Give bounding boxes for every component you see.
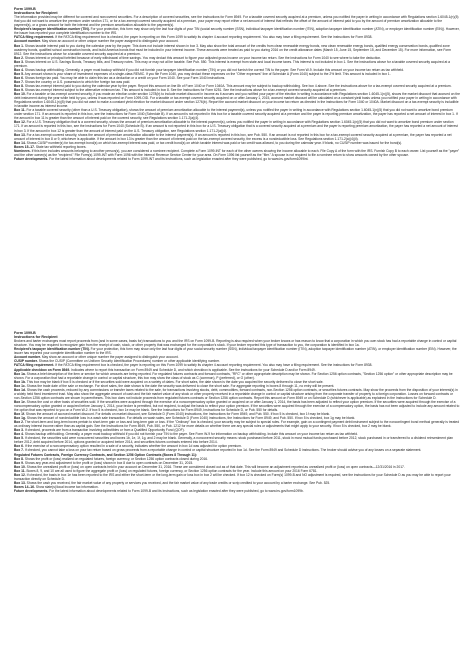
instruction-paragraph [14, 157, 460, 161]
instruction-paragraph [14, 489, 460, 493]
paragraph-text: If checked, you cannot take a loss on your tax return based on gross proceeds from a reportable change in control or capital structure reported in box 1d. See the Form 8949 and Schedule D instructions. The broker should advise you of any losses on a separate statement. [24, 448, 422, 453]
paragraph-text: Shows interest on U.S. Savings Bonds, Treasury bills, and Treasury notes. This may or may not all be taxable. See Pub. 550. This interest is exempt from state and local income taxes. This interest is not included in box 1. See the instructions above for a taxable covered security acquired at a premium. [14, 59, 450, 68]
paragraph-label: Box 12. [14, 472, 26, 477]
instruction-paragraph [14, 44, 460, 56]
instruction-paragraph [14, 420, 460, 428]
instruction-paragraph [14, 473, 460, 481]
paragraph-text: For your protection, this form may show only the last four digits of your TIN (social security number (SSN), individual taxpayer identification number (ITIN), adoption taxpayer identification number (ATIN), or employer identification number (EIN)). However, the issuer has reported your complete identification number to the IRS. [14, 27, 460, 36]
paragraph-text: If the FATCA filing requirement box is checked, the payer is reporting on this Form 1099 to satisfy its chapter 4 account reporting requirement. You also may have a filing requirement. See the instructions for Form 8938. [55, 363, 373, 368]
instruction-paragraph [14, 108, 460, 120]
paragraph-text: If the FATCA filing requirement box is checked, the payer is reporting on this Form 1099 to satisfy its chapter 4 account reporting requirement. You also may have a filing requirement. See the instructions for Form 8938. [55, 35, 373, 40]
instruction-paragraph [14, 436, 460, 444]
paragraph-text: For a U.S. Treasury obligation that is a covered security, shows the amount of premium amortization allocable to the interest payment(s), unless you notified the payer in writing in accordance with Regulations section 1.6045-1(n)(5) that you did not want to amortize bond premium under section 171. If an amount is reported in this box, see the instructions for Form 1040 (Schedule B). If an amount is not reported in this box for a U.S. Treasury obligation that is a covered security acquired at a premium and the payer is reporting premium amortization, the payer has reported a net amount of interest in box 3. If the amount in box 12 is greater than the amount of interest paid on the U.S. Treasury obligation, see Regulations section 1.171-2(a)(4). [14, 120, 458, 133]
paragraph-text: Shows foreign tax paid. You may be able to claim this tax as a deduction or a credit on your Form 1040. See your Form 1040 instructions. [24, 75, 226, 80]
paragraph-text: Shows the cash you received, the fair market value of any property or services you received, and the fair market value of any trade credits or scrip credited to your account by a barter exchange. See Pub. 525. [26, 480, 331, 485]
paragraph-label: Box 3. [14, 59, 24, 64]
paragraph-label: Box 8. [14, 456, 24, 461]
paragraph-label: Box 13. [14, 480, 26, 485]
paragraph-label: Box 4. [14, 67, 24, 72]
paragraph-text: The information provided may be different for covered and noncovered securities. For a description of covered securities, see the instructions for Form 8949. For a taxable covered security acquired at a premium, unless you notified the payer in writing in accordance with Regulations section 1.6045-1(n)(5) that you did not want to amortize the premium under section 171, or for a tax-exempt covered security acquired at a premium, your payer may report either a net amount of interest that reflects the offset of the amount of interest paid to you by the amount of premium amortization allocable to the payment(s), or a gross amount for both the interest and the premium amortization allocable to the payment(s). [14, 15, 459, 28]
paragraph-text: Shows backup withholding. Generally, a payer must backup withhold if you did not furnish your TIN to the payer. See Form W-9 for information on backup withholding. Include this amount on your income tax return as tax withheld. [24, 432, 358, 437]
instruction-paragraph [14, 372, 460, 380]
paragraph-text: Shows the country or U.S. possession to which the foreign tax was paid. [24, 79, 131, 84]
paragraph-label: Box 6. [14, 444, 24, 449]
instruction-paragraph [14, 120, 460, 132]
paragraph-text: Shows taxable interest paid to you during the calendar year by the payer. This does not include interest shown in box 3. May also show the total amount of the credits from clean renewable energy bonds, new clean renewable energy bonds, qualified energy conservation bonds, qualified zone academy bonds, qualified school construction bonds, and build America bonds that must be included in your interest income. These amounts were treated as paid to you during 2016 on the credit allowance dates (March 15, June 15, September 15, and December 15). For more information, see Form 8912. See the instructions above for a taxable covered security acquired at a premium. [14, 43, 452, 56]
paragraph-label: Future developments. [14, 156, 49, 161]
paragraph-label: Boxes 14–16. [14, 484, 35, 489]
paragraph-label: Box 13. [14, 132, 26, 137]
instruction-paragraph [14, 60, 460, 68]
paragraph-text: The short-term and long-term boxes pertain to short-term gain or loss and long-term gain or loss. If the "Ordinary" box is checked, your security may be subject to special rules. For example, gain on a contingent payment debt instrument subject to the noncontingent bond method generally is treated as ordinary interest income rather than as capital gain. See the Instructions for Form 8949, Pub. 550, or Pub. 1212 for more details on whether there are any special rules or adjustments that might apply to your security. If box 5 is checked, box 2 may be blank. [14, 420, 460, 429]
paragraph-text: Shows interest or principal forfeited because of early withdrawal of time savings. You may deduct this amount to figure your adjusted gross income on your income tax return. See the instructions for Form 1040 to see where to take the deduction. [24, 55, 382, 60]
paragraph-label: Box 1c. [14, 383, 26, 388]
instruction-paragraph [14, 388, 460, 400]
paragraph-text: Shows tax-exempt interest paid to you during the calendar year by the payer. Report this amount on line 8b of Form 1040 or Form 1040A. This amount may be subject to backup withholding. See box 4 above. See the instructions above for a tax-exempt covered security acquired at a premium. [24, 83, 452, 88]
paragraph-text: Shows the amount of accrued market discount. For details on market discount, see Schedule D (Form 1040) instructions, the Instructions for Form 8949, and Pub. 550. If box 5 is checked, box 1f may be blank. [25, 412, 331, 417]
paragraph-label: Box 14. [14, 140, 26, 145]
form-title: Form 1099-B [14, 7, 36, 11]
paragraph-text: Shows the CUSIP (Committee on Uniform Security Identification Procedures) number or other applicable identifying number. [38, 359, 220, 364]
paragraph-label: Box 1g. [14, 416, 26, 421]
paragraph-text: May show an account or other unique number the payer assigned to distinguish your account. [41, 39, 179, 44]
paragraph-text: Shows the cost or other basis of securities sold. If the securities were acquired through the exercise of a noncompensatory option granted or acquired on or after January 1, 2014, the basis has been adjusted to reflect your option premium. If the securities were acquired through the exercise of a noncompensatory option granted or acquired before January 1, 2014, your broker is permitted, but not required, to adjust the basis to reflect your option premium. If the securities were acquired through the exercise of a compensatory option, the basis has not been adjusted to include any amount related to the option that was reported to you on a Form W-2. If box 5 is checked, box 1e may be blank. See the Instructions for Form 8949, Instructions for Schedule D, or Pub. 550 for details. [14, 399, 460, 412]
paragraph-label: Box 9. [14, 460, 24, 465]
paragraph-label: Box 7. [14, 448, 24, 453]
paragraph-label: Box 12. [14, 120, 26, 125]
paragraph-label: Box 10. [14, 464, 26, 469]
paragraph-text: If the exercise of a noncompensatory option resulted in a sale of a security, indicates whether the amount in box 1d was adjusted for option premium. [24, 444, 242, 449]
paragraph-text: Shows the profit or (loss) realized on regulated futures, foreign currency, or Section 1256 option contracts closed during 2016. [24, 456, 209, 461]
paragraph-text: Shows any year-end adjustment to the profit or (loss) shown in box 8 due to open contracts on December 31, 2015. [24, 460, 194, 465]
section-heading: Instructions for Recipient [14, 11, 58, 16]
paragraph-label: Box 1f. [14, 412, 25, 417]
paragraph-text: If checked, proceeds are from a transaction involving collectibles or from a Qualified Opportunity Fund (QOF). [24, 428, 185, 433]
paragraph-text: Any amount shown is your share of investment expenses of a single-class REMIC. If you file Form 1040, you may deduct these expenses on the "Other expenses" line of Schedule A (Form 1040) subject to the 2% limit. This amount is included in box 1. [24, 71, 391, 76]
paragraph-text: Indicates where to report this transaction on Form 8949 and Schedule D, and which checkbox is applicable. See the instructions for your Schedule D and/or Form 8949. [71, 367, 316, 372]
paragraph-label: Box 7. [14, 79, 24, 84]
instruction-paragraph [14, 400, 460, 412]
section-heading: Instructions for Recipient [14, 335, 58, 340]
instruction-paragraph [14, 133, 460, 141]
paragraph-text: For the latest information about developments related to Form 1099-B and its instructions, such as legislation enacted after they were published, go to www.irs.gov/form1099b. [49, 488, 304, 493]
section-1-body [14, 15, 460, 161]
instruction-paragraph [14, 149, 460, 157]
paragraph-label: Box 11. [14, 108, 26, 113]
paragraph-label: Account number. [14, 39, 41, 44]
paragraph-text: Boxes 8, 9, and 10 are all used to figure the aggregate profit or (loss) on regulated futures, foreign currency, or Section 1256 option contracts for the year. Include this amount on your 2016 Form 6781. [26, 468, 318, 473]
paragraph-text: State tax withheld reporting boxes. [35, 144, 87, 149]
paragraph-label: Recipient's taxpayer identification number (TIN). [14, 347, 90, 352]
paragraph-text: For a taxable covered security (other than a U.S. Treasury obligation), shows the amount of premium amortization allocable to the interest payment(s), unless you notified the payer in writing in accordance with Regulations section 1.6045-1(n)(5) that you did not want to amortize bond premium under section 171. If an amount is reported in this box, see the instructions for Form 1040 (Schedule B). If an amount is not reported in this box for a taxable covered security acquired at a premium and the payer is reporting premium amortization, the payer has reported a net amount of interest in box 1. If the amount in box 11 is greater than the amount of interest paid on the covered security, see Regulations section 1.171-2(a)(4). [14, 108, 458, 121]
paragraph-label: Box 2. [14, 55, 24, 60]
instruction-paragraph [14, 339, 460, 347]
paragraph-label: Box 1b. [14, 379, 26, 384]
paragraph-text: Brokers and barter exchanges must report proceeds from (and in some cases, basis for) transactions to you and the IRS on Form 1099-B. Reporting is also required when your broker knows or has reason to know that a corporation in which you own stock has had a reportable change in control or capital structure. You may be required to recognize gain from the receipt of cash, stock, or other property that was exchanged for the corporation's stock. If your broker reported this type of transaction to you, the corporation is identified in box 1a. [14, 339, 457, 348]
paragraph-text: Shows tax-exempt interest subject to the alternative minimum tax. This amount is included in box 8. See the Instructions for Form 6251. See the instructions above for a tax-exempt covered security acquired at a premium. [24, 88, 347, 93]
paragraph-label: CUSIP number. [14, 359, 38, 364]
paragraph-text: This box may be blank if box 5 is checked or if the securities sold were acquired on a variety of dates. For short sales, the date shown is the date you acquired the security delivered to close the short sale. [26, 379, 324, 384]
paragraph-label: Box 1a. [14, 371, 26, 376]
paragraph-text: Shows the unrealized profit or (loss) on open contracts held in your account on December 31, 2016. These are considered closed out as of that date. This will become an adjustment reported as unrealized profit or (loss) on open contracts—12/31/2016 in 2017. [26, 464, 405, 469]
paragraph-label: Account number. [14, 355, 41, 360]
paragraph-label: Box 5. [14, 71, 24, 76]
paragraph-label: Box 8. [14, 83, 24, 88]
paragraph-text: Show state(s)/local income tax information. [35, 484, 99, 489]
instruction-paragraph [14, 27, 460, 35]
paragraph-text: If checked, the basis in box 1e has been reported to the IRS and either the short-term or the long-term gain or loss box in box 2 will be checked. If box 12 is checked on Form(s) 1099-B and NO adjustment is required, see the instructions for your Schedule D as you may be able to report your transaction directly on Schedule D. [14, 472, 451, 481]
section-2 [14, 331, 460, 661]
paragraph-label: Box 5. [14, 436, 24, 441]
section-1 [14, 7, 460, 325]
paragraph-label: Future developments. [14, 488, 49, 493]
paragraph-label: Box 4. [14, 432, 24, 437]
paragraph-text: Shows backup withholding. Generally, a payer must backup withhold if you did not furnish your taxpayer identification number (TIN) or you did not furnish the correct TIN to the payer. See Form W-9. Include this amount on your income tax return as tax withheld. [24, 67, 404, 72]
paragraph-label: FATCA filing requirement. [14, 363, 55, 368]
paragraph-label: Box 10. [14, 92, 26, 97]
paragraph-text: Shows a brief description of the item or service for which amounts are being reported. For regulated futures contracts and forward contracts, "RFC" or other appropriate description may be shown. For Section 1256 option contracts, "Section 1256 option" or other appropriate description may be shown. For a corporation that had a reportable change in control or capital structure, this box may show the class of stock as C (common), P (preferred), or O (other). [14, 371, 453, 380]
paragraph-label: Box 6. [14, 75, 24, 80]
paragraph-label: Box 3. [14, 428, 24, 433]
paragraph-text: For a tax-exempt covered security, shows the amount of premium amortization allocable to the interest payment(s). If an amount is reported in this box, see Pub. 550. If an amount is not reported in this box for a tax-exempt covered security acquired at a premium, the payer has reported a net amount of interest in box 8 or 9, whichever is applicable. If the amount in box 13 is greater than the amount of interest paid on the tax-exempt covered security, the excess is a nondeductible loss. See Regulations section 1.171-2(a)(4)(ii). [14, 132, 452, 141]
paragraph-text: May show an account or other unique number the payer assigned to distinguish your account. [41, 355, 179, 360]
paragraph-label: Box 1e. [14, 399, 26, 404]
paragraph-text: Shows the amount of nondeductible loss in a wash sale transaction. For details on wash sales, see Schedule D (Form 1040) instructions, the Instructions for Form 8949, and Pub. 550. If box 5 is checked, box 1g may be blank. [26, 416, 356, 421]
form-title: Form 1099-B [14, 331, 36, 335]
paragraph-text: Shows the trade date of the sale or exchange. For short sales, the date shown is the date the security was delivered to close the short sale. For aggregate reporting in boxes 8 through 11, no entry will be present. [26, 383, 335, 388]
instruction-paragraph [14, 347, 460, 355]
paragraph-text: If this form includes amounts belonging to another person(s), you are considered a nominee recipient. Complete a Form 1099-INT for each of the other owners showing the income allocable to each. File Copy A of the form with the IRS. Furnish Copy B to each owner. List yourself as the "payer" and the other owner(s) as the "recipient." File Form(s) 1099-INT with Form 1096 with the Internal Revenue Service Center for your area. On Form 1096 list yourself as the "filer." A spouse is not required to file a nominee return to show amounts owned by the other spouse. [14, 148, 460, 157]
paragraph-label: Box 2. [14, 420, 24, 425]
paragraph-label: Box 9. [14, 88, 24, 93]
paragraph-text: Shows CUSIP number(s) for tax-exempt bond(s) on which tax-exempt interest was paid, or tax credit bond(s) on which taxable interest was paid or tax credit was allowed, to you during the calendar year. If blank, no CUSIP number was issued for the bond(s). [26, 140, 403, 145]
paragraph-label: Box 1. [14, 43, 24, 48]
paragraph-text: For your protection, this form may show only the last four digits of your social security number (SSN), individual taxpayer identification number (ITIN), adoption taxpayer identification number (ATIN), or employer identification number (EIN). However, the issuer has reported your complete identification number to the IRS. [14, 347, 457, 356]
instruction-paragraph [14, 15, 460, 27]
paragraph-label: Box 11. [14, 468, 26, 473]
section-2-body [14, 339, 460, 493]
paragraph-label: FATCA filing requirement. [14, 35, 55, 40]
paragraph-label: Box 1d. [14, 387, 26, 392]
paragraph-text: If checked, the securities sold were noncovered securities and boxes 1b, 1e, 1f, 1g, and 2 may be blank. Generally, a noncovered security means: stock purchased before 2011, stock in most mutual funds purchased before 2012, stock purchased in or transferred to a dividend reinvestment plan before 2012, debt acquired before 2014, options granted or acquired before 2014, and securities futures contracts entered into before 2014. [14, 436, 453, 445]
paragraph-text: Shows the cash proceeds, reduced by any commissions or transfer taxes related to the sale, for transactions involving stocks, debt, commodities, forward contracts, non-Section 1256 option contracts, or securities futures contracts. May show the proceeds from the disposition of your interest(s) in a widely held fixed investment trust. May also show the aggregate amount of cash and the fair market value of any stock or other property received in a reportable change in control or capital structure arising from the corporate transfer of property to a foreign corporation. Losses on forward contracts or non-Section 1256 option contracts are shown in parentheses. This box does not include proceeds from regulated futures contracts or Section 1256 option contracts. Report this amount on Form 8949 or on Schedule D (whichever is applicable) as explained in the Instructions for Schedule D. [14, 387, 458, 400]
paragraph-label: Boxes 15–17. [14, 144, 35, 149]
paragraph-text: For the latest information about developments related to Form 1099-INT and its instructions, such as legislation enacted after they were published, go to www.irs.gov/form1099int. [49, 156, 309, 161]
paragraph-label: Nominees. [14, 148, 31, 153]
paragraph-label: Recipient's taxpayer identification number (TIN). [14, 27, 90, 32]
paragraph-label: Regulated Futures Contracts, Foreign Currency Contracts, and Section 1256 Option Contracts (Boxes 8 Through 11): [14, 452, 198, 457]
instruction-paragraph [14, 92, 460, 108]
paragraph-label: Applicable checkbox on Form 8949. [14, 367, 71, 372]
paragraph-text: For a taxable or tax-exempt covered security, if you made an election under section 1278(b) to include market discount in income as it accrues and you notified your payer of the election in writing in accordance with Regulations section 1.6045-1(n)(5), shows the market discount that accrued on the debt instrument during the year while held by you, unless it was reported on Form 1099-OID. For a taxable or tax-exempt covered security acquired on or after January 1, 2015, accrued market discount will be calculated on a constant yield basis unless you notified your payer in writing in accordance with Regulations section 1.6045-1(n)(5) that you did not want to make a constant yield election for market discount under section 1276(b). Report the accrued market discount on your income tax return as directed in the instructions for Form 1040 or 1040A. Market discount on a tax-exempt security is includible in taxable income as interest income. [14, 92, 460, 109]
